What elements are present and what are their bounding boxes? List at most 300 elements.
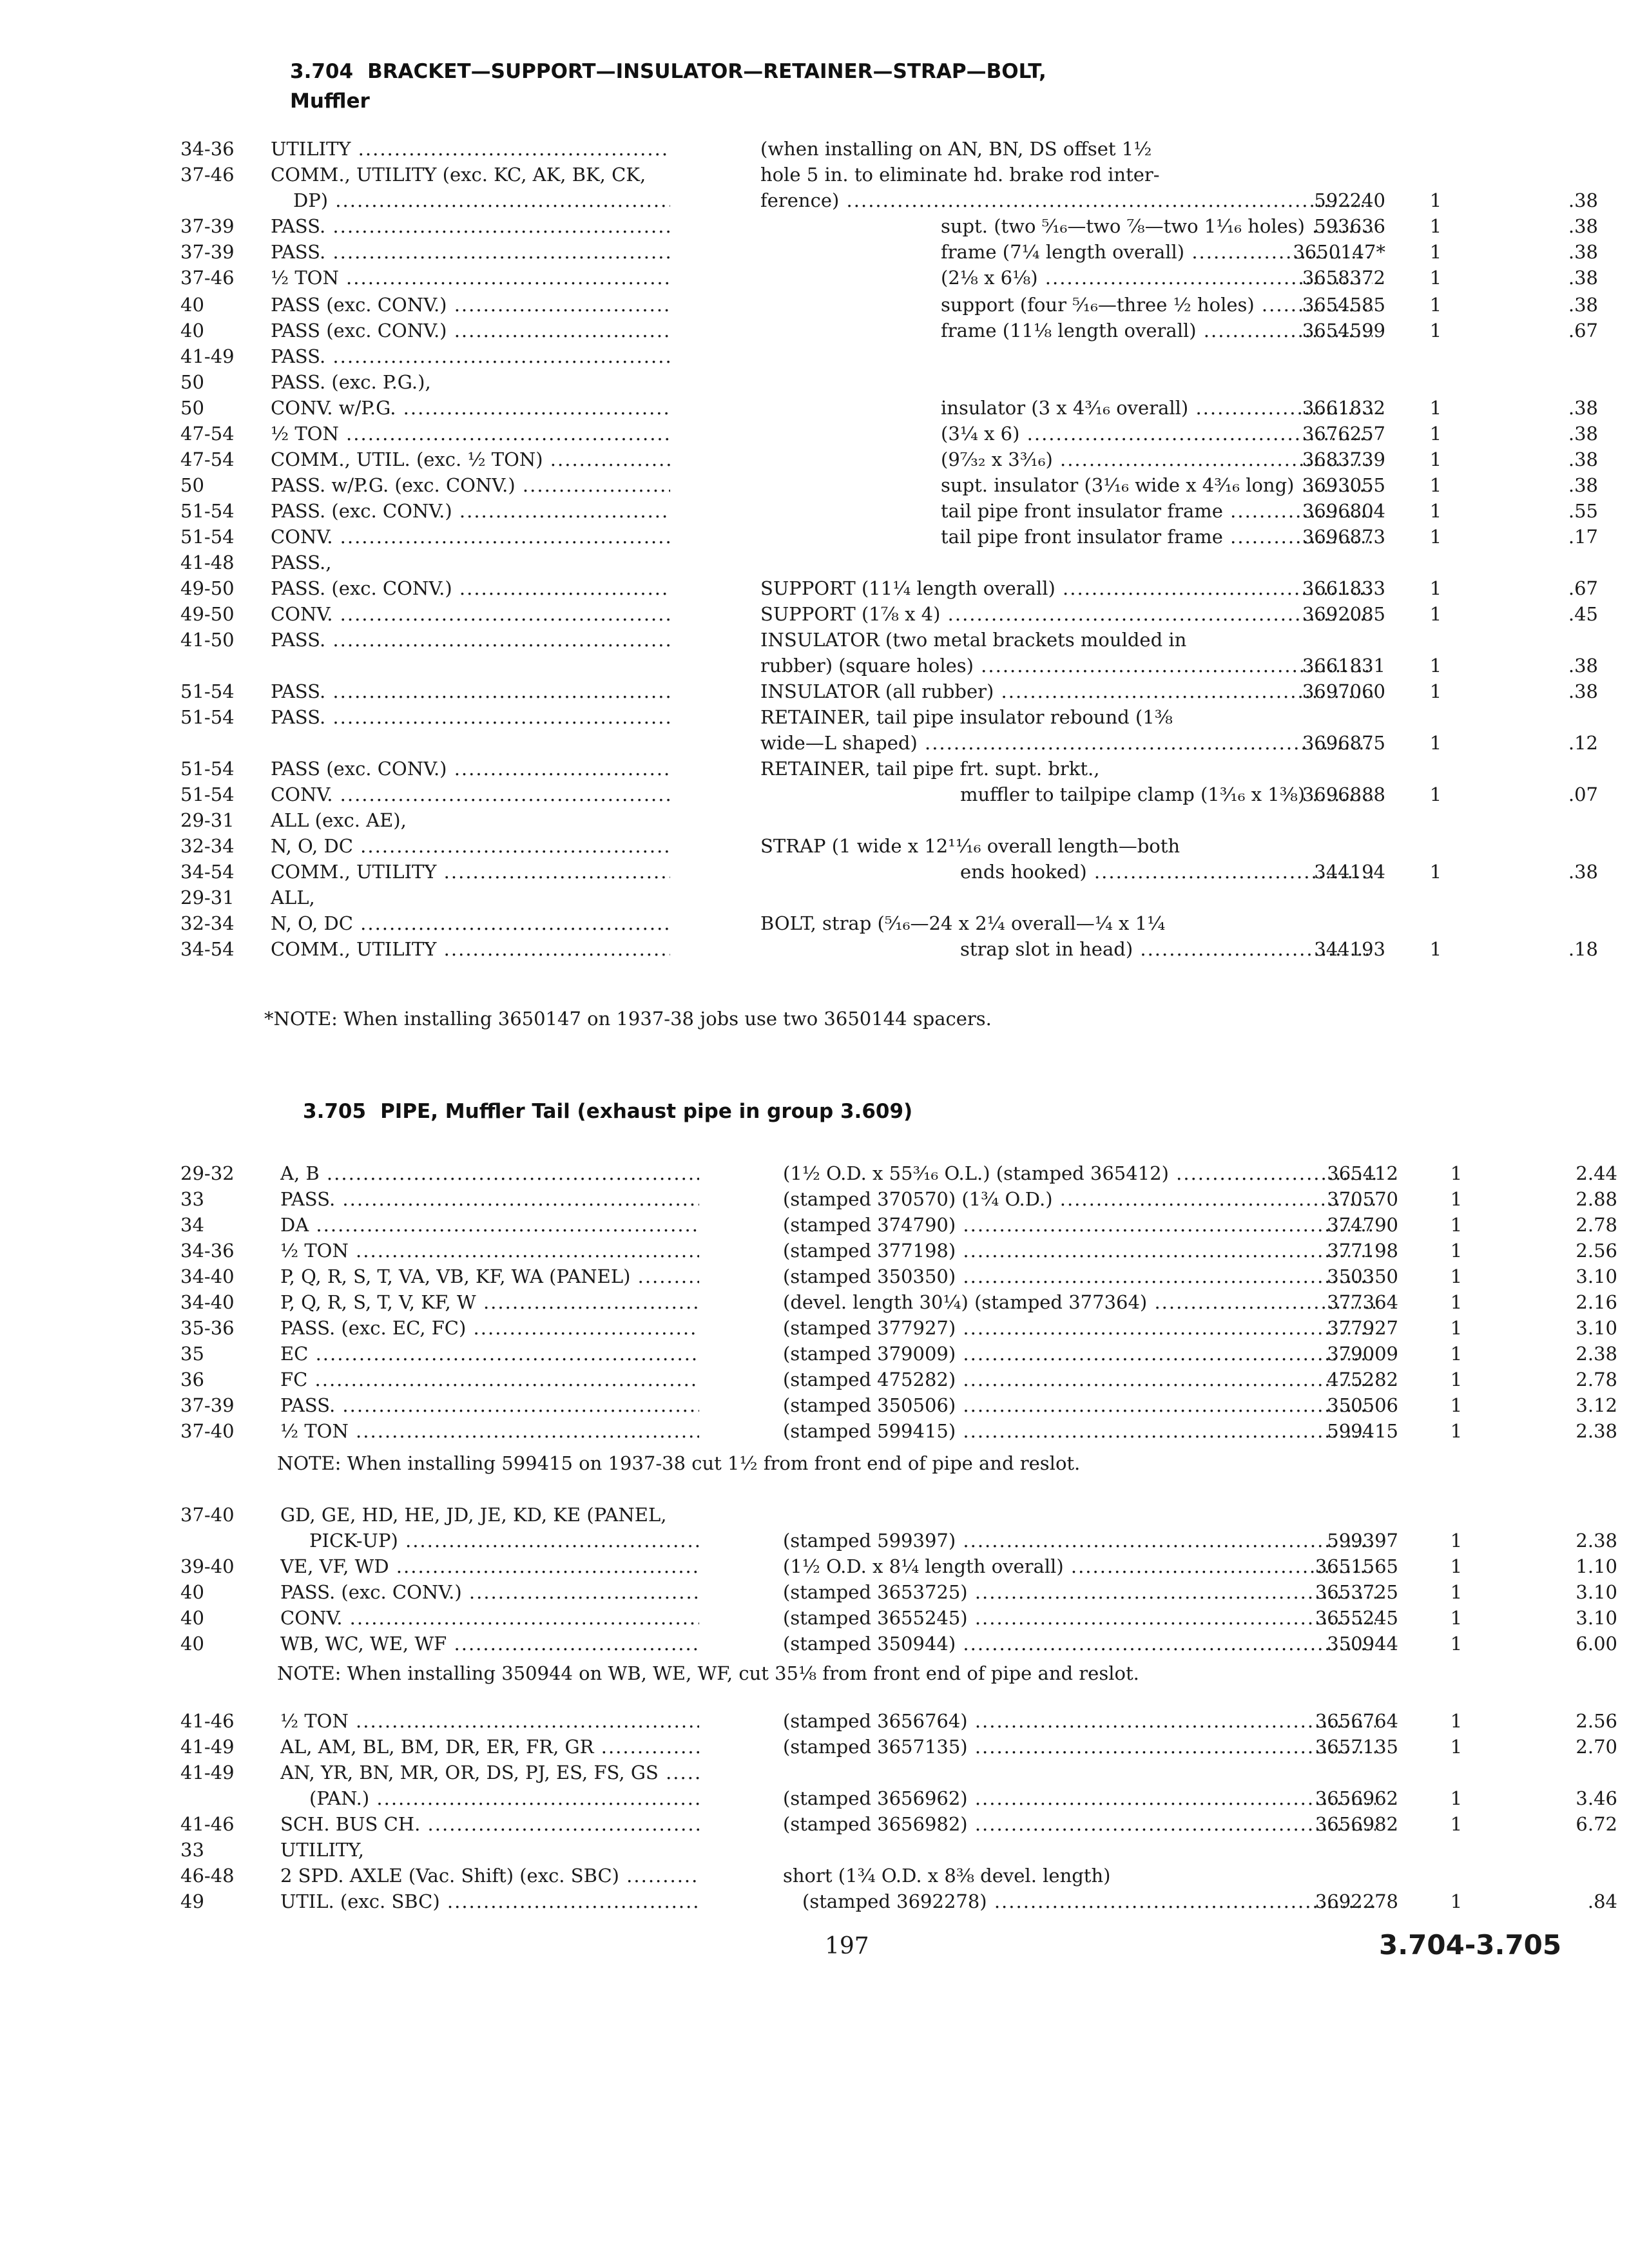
part-number: 3696888 (1302, 783, 1385, 805)
price: 2.78 (1576, 1214, 1617, 1236)
description-cell: RETAINER, tail pipe frt. supt. brkt., (760, 758, 1100, 780)
table-row (180, 1888, 1617, 1915)
description-cell: strap slot in head) ..... (960, 936, 1373, 963)
part-number: 3692085 (1302, 603, 1385, 625)
price: .18 (1568, 938, 1598, 960)
model-cell: ½ TON ..... (280, 1237, 699, 1264)
description-cell: rubber) (square holes) ..... (760, 652, 1373, 679)
quantity: 1 (1429, 938, 1442, 960)
model-cell: PASS. ..... (271, 678, 670, 705)
quantity: 1 (1429, 474, 1442, 496)
description-cell: (stamped 3655245) ..... (783, 1604, 1376, 1631)
table-row (180, 729, 1598, 756)
price: 3.46 (1576, 1787, 1617, 1809)
year-range: 47-54 (180, 423, 235, 445)
table-row (180, 575, 1598, 602)
description-cell: (stamped 379009) ..... (783, 1340, 1376, 1367)
section-3704-heading (290, 57, 1046, 116)
price: 3.10 (1576, 1317, 1617, 1339)
table-row (180, 161, 1598, 188)
price: 6.72 (1576, 1813, 1617, 1835)
quantity: 1 (1429, 732, 1442, 754)
description-cell: muffler to tailpipe clamp (1³⁄₁₆ x 1⅜) ..... (960, 781, 1373, 808)
part-number: 377927 (1327, 1317, 1398, 1339)
description-cell: tail pipe front insulator frame ..... (941, 523, 1373, 550)
year-range: 34 (180, 1214, 204, 1236)
part-number: 3656962 (1315, 1787, 1398, 1809)
part-number: 3657135 (1315, 1736, 1398, 1758)
year-range: 34-54 (180, 938, 235, 960)
table-row (180, 704, 1598, 731)
price: .12 (1568, 732, 1598, 754)
table-row (180, 1579, 1617, 1606)
price: .38 (1568, 423, 1598, 445)
price: .38 (1568, 861, 1598, 883)
description-cell: INSULATOR (all rubber) ..... (760, 678, 1373, 705)
model-cell: SCH. BUS CH. ..... (280, 1811, 699, 1838)
model-cell: UTILITY, (280, 1839, 364, 1861)
part-number: 3683739 (1302, 448, 1385, 470)
model-cell: AN, YR, BN, MR, OR, DS, PJ, ES, FS, GS ..... (280, 1759, 699, 1786)
part-number: 3656982 (1315, 1813, 1398, 1835)
model-cell: PASS (exc. CONV.) ..... (271, 755, 670, 782)
table-row (180, 238, 1598, 265)
year-range: 41-49 (180, 345, 235, 367)
price: .38 (1568, 189, 1598, 211)
description-cell: SUPPORT (11¼ length overall) ..... (760, 575, 1373, 602)
model-cell: CONV. ..... (271, 601, 670, 628)
section-reference: 3.704-3.705 (1379, 1929, 1562, 1961)
model-cell: CONV. ..... (271, 523, 670, 550)
price: 1.10 (1576, 1555, 1617, 1577)
price: 2.70 (1576, 1736, 1617, 1758)
table-row (180, 135, 1598, 162)
price: 2.38 (1576, 1420, 1617, 1442)
model-cell: ½ TON ..... (280, 1707, 699, 1735)
price: .45 (1568, 603, 1598, 625)
description-cell: (devel. length 30¼) (stamped 377364) ..... (783, 1289, 1376, 1316)
year-range: 35-36 (180, 1317, 235, 1339)
description-cell: (stamped 3692278) ..... (802, 1888, 1376, 1915)
part-number: 350506 (1327, 1394, 1398, 1416)
year-range: 50 (180, 397, 204, 419)
year-range: 51-54 (180, 706, 235, 728)
table-row (180, 1186, 1617, 1213)
year-range: 50 (180, 474, 204, 496)
price: 2.56 (1576, 1240, 1617, 1262)
part-number: 344193 (1314, 938, 1385, 960)
table-row (180, 497, 1598, 524)
price: 2.16 (1576, 1291, 1617, 1313)
part-number: 3696875 (1302, 732, 1385, 754)
year-range: 29-31 (180, 887, 235, 908)
description-cell: supt. (two ⁵⁄₁₆—two ⁷⁄₈—two 1¹⁄₁₆ holes) ..... (941, 213, 1373, 240)
model-cell: PASS (exc. CONV.) ..... (271, 291, 670, 318)
model-cell: DA ..... (280, 1211, 699, 1238)
quantity: 1 (1450, 1530, 1463, 1552)
quantity: 1 (1450, 1291, 1463, 1313)
table-row (180, 1811, 1617, 1838)
part-number: 379009 (1327, 1343, 1398, 1365)
description-cell: (9⁷⁄₃₂ x 3³⁄₁₆) ..... (941, 446, 1373, 473)
year-range: 33 (180, 1839, 204, 1861)
year-range: 36 (180, 1369, 204, 1390)
model-cell: CONV. ..... (280, 1604, 699, 1631)
table-row (180, 1211, 1617, 1238)
table-row (180, 523, 1598, 550)
model-cell: COMM., UTILITY (exc. KC, AK, BK, CK, (271, 164, 646, 186)
table-row (180, 1160, 1617, 1187)
quantity: 1 (1429, 397, 1442, 419)
description-cell: short (1¾ O.D. x 8⅜ devel. length) (783, 1865, 1111, 1887)
year-range: 34-40 (180, 1265, 235, 1287)
quantity: 1 (1429, 267, 1442, 289)
year-range: 37-40 (180, 1420, 235, 1442)
model-cell: ½ TON ..... (271, 420, 670, 447)
table-row (180, 369, 1598, 396)
year-range: 46-48 (180, 1865, 235, 1887)
model-cell: PASS. ..... (271, 626, 670, 653)
part-number: 3651565 (1315, 1555, 1398, 1577)
part-number: 374790 (1327, 1214, 1398, 1236)
part-number: 3697060 (1302, 680, 1385, 702)
model-cell: EC ..... (280, 1340, 699, 1367)
table-row (180, 317, 1598, 344)
quantity: 1 (1429, 861, 1442, 883)
table-row (180, 264, 1598, 291)
model-cell: VE, VF, WD ..... (280, 1553, 699, 1580)
table-row (180, 1630, 1617, 1657)
quantity: 1 (1450, 1214, 1463, 1236)
model-cell: PASS. (exc. EC, FC) ..... (280, 1314, 699, 1341)
price: 2.38 (1576, 1530, 1617, 1552)
table-row (180, 832, 1598, 860)
model-cell: DP) ..... (293, 187, 670, 214)
model-cell: PICK-UP) ..... (309, 1527, 699, 1554)
price: .38 (1568, 655, 1598, 677)
table-row (180, 1340, 1617, 1367)
description-cell: wide—L shaped) ..... (760, 729, 1373, 756)
quantity: 1 (1429, 603, 1442, 625)
part-number: 350350 (1327, 1265, 1398, 1287)
part-number: 593636 (1314, 215, 1385, 237)
model-cell: COMM., UTILITY ..... (271, 936, 670, 963)
year-range: 32-34 (180, 835, 235, 857)
description-cell: (1½ O.D. x 55³⁄₁₆ O.L.) (stamped 365412) ..... (783, 1160, 1376, 1187)
part-number: 3696804 (1302, 500, 1385, 522)
model-cell: PASS. ..... (271, 343, 670, 370)
price: 2.88 (1576, 1188, 1617, 1210)
section-3705-note-2: NOTE: When installing 350944 on WB, WE, WF, cut 35⅛ from front end of pipe and reslot. (277, 1662, 1139, 1684)
year-range: 32-34 (180, 912, 235, 934)
quantity: 1 (1450, 1343, 1463, 1365)
description-cell: (3¼ x 6) ..... (941, 420, 1373, 447)
table-row (180, 910, 1598, 937)
part-number: 3653725 (1315, 1581, 1398, 1603)
description-cell: (stamped 3657135) ..... (783, 1733, 1376, 1760)
quantity: 1 (1450, 1555, 1463, 1577)
description-cell: (stamped 350350) ..... (783, 1263, 1376, 1290)
year-range: 29-31 (180, 809, 235, 831)
year-range: 41-49 (180, 1736, 235, 1758)
description-cell: (stamped 350506) ..... (783, 1392, 1376, 1419)
section-subtitle: Muffler (290, 90, 370, 113)
model-cell: PASS. (exc. CONV.) ..... (280, 1579, 699, 1606)
part-number: 3654599 (1302, 320, 1385, 341)
model-cell: UTIL. (exc. SBC) ..... (280, 1888, 699, 1915)
quantity: 1 (1450, 1317, 1463, 1339)
price: 3.10 (1576, 1581, 1617, 1603)
year-range: 51-54 (180, 783, 235, 805)
description-cell: (stamped 374790) ..... (783, 1211, 1376, 1238)
model-cell: CONV. w/P.G. ..... (271, 394, 670, 421)
quantity: 1 (1450, 1890, 1463, 1912)
model-cell: PASS. ..... (280, 1186, 699, 1213)
description-cell: (stamped 370570) (1¾ O.D.) ..... (783, 1186, 1376, 1213)
model-cell: PASS (exc. CONV.) ..... (271, 317, 670, 344)
quantity: 1 (1429, 500, 1442, 522)
table-row (180, 1418, 1617, 1445)
year-range: 39-40 (180, 1555, 235, 1577)
model-cell: 2 SPD. AXLE (Vac. Shift) (exc. SBC) ..... (280, 1862, 699, 1889)
model-cell: PASS. ..... (271, 704, 670, 731)
year-range: 41-46 (180, 1813, 235, 1835)
year-range: 37-40 (180, 1504, 235, 1526)
part-number: 344194 (1314, 861, 1385, 883)
model-cell: COMM., UTILITY ..... (271, 858, 670, 885)
price: .84 (1587, 1890, 1617, 1912)
table-row (180, 394, 1598, 421)
model-cell: N, O, DC ..... (271, 910, 670, 937)
year-range: 37-46 (180, 164, 235, 186)
model-cell: GD, GE, HD, HE, JD, JE, KD, KE (PANEL, (280, 1504, 667, 1526)
description-cell: insulator (3 x 4³⁄₁₆ overall) ..... (941, 394, 1373, 421)
description-cell: INSULATOR (two metal brackets moulded in (760, 629, 1187, 651)
year-range: 47-54 (180, 448, 235, 470)
year-range: 50 (180, 371, 204, 393)
model-cell: (PAN.) ..... (309, 1785, 699, 1812)
price: 2.44 (1576, 1162, 1617, 1184)
price: 3.10 (1576, 1607, 1617, 1629)
table-row (180, 678, 1598, 705)
model-cell: PASS. (exc. P.G.), (271, 371, 431, 393)
price: .07 (1568, 783, 1598, 805)
year-range: 40 (180, 320, 204, 341)
year-range: 37-39 (180, 215, 235, 237)
model-cell: PASS. ..... (271, 238, 670, 265)
description-cell: (stamped 377927) ..... (783, 1314, 1376, 1341)
quantity: 1 (1429, 189, 1442, 211)
table-row (180, 652, 1598, 679)
table-row (180, 1501, 1598, 1528)
table-row (180, 1553, 1617, 1580)
description-cell: (stamped 599397) ..... (783, 1527, 1376, 1554)
model-cell: N, O, DC ..... (271, 832, 670, 860)
year-range: 37-46 (180, 267, 235, 289)
part-number: 599397 (1327, 1530, 1398, 1552)
year-range: 51-54 (180, 758, 235, 780)
model-cell: P, Q, R, S, T, V, KF, W ..... (280, 1289, 699, 1316)
table-row (180, 1527, 1617, 1554)
model-cell: FC ..... (280, 1366, 699, 1393)
part-number: 350944 (1327, 1633, 1398, 1655)
year-range: 34-40 (180, 1291, 235, 1313)
description-cell: support (four ⁵⁄₁₆—three ½ holes) ..... (941, 291, 1373, 318)
part-number: 3661832 (1302, 397, 1385, 419)
description-cell: STRAP (1 wide x 12¹¹⁄₁₆ overall length—both (760, 835, 1181, 857)
table-row (180, 187, 1598, 214)
year-range: 41-48 (180, 552, 235, 573)
model-cell: CONV. ..... (271, 781, 670, 808)
quantity: 1 (1450, 1813, 1463, 1835)
description-cell: supt. insulator (3¹⁄₁₆ wide x 4³⁄₁₆ long) ..... (941, 472, 1373, 499)
price: .38 (1568, 474, 1598, 496)
model-cell: ½ TON ..... (271, 264, 670, 291)
price: 6.00 (1576, 1633, 1617, 1655)
part-number: 3661831 (1302, 655, 1385, 677)
year-range: 37-39 (180, 1394, 235, 1416)
quantity: 1 (1429, 783, 1442, 805)
part-number: 3661833 (1302, 577, 1385, 599)
part-number: 3693055 (1302, 474, 1385, 496)
quantity: 1 (1429, 215, 1442, 237)
part-number: 3654585 (1302, 294, 1385, 316)
model-cell: WB, WC, WE, WF ..... (280, 1630, 699, 1657)
quantity: 1 (1450, 1607, 1463, 1629)
description-cell: frame (11⅛ length overall) ..... (941, 317, 1373, 344)
year-range: 37-39 (180, 241, 235, 263)
part-number: 377198 (1327, 1240, 1398, 1262)
year-range: 40 (180, 1633, 204, 1655)
part-number: 370570 (1327, 1188, 1398, 1210)
quantity: 1 (1429, 655, 1442, 677)
table-row (180, 1862, 1598, 1889)
description-cell: (stamped 377198) ..... (783, 1237, 1376, 1264)
description-cell: (stamped 3656764) ..... (783, 1707, 1376, 1735)
section-title: PIPE, Muffler Tail (exhaust pipe in group 3.609) (380, 1100, 913, 1123)
table-row (180, 1263, 1617, 1290)
model-cell: PASS., (271, 552, 332, 573)
section-3705-heading (303, 1097, 912, 1126)
quantity: 1 (1429, 680, 1442, 702)
quantity: 1 (1450, 1394, 1463, 1416)
table-row (180, 1314, 1617, 1341)
table-row (180, 936, 1598, 963)
table-row (180, 1604, 1617, 1631)
table-row (180, 781, 1598, 808)
table-row (180, 446, 1598, 473)
price: .38 (1568, 397, 1598, 419)
description-cell: (stamped 3656982) ..... (783, 1811, 1376, 1838)
model-cell: PASS. (exc. CONV.) ..... (271, 575, 670, 602)
part-number: 3650147* (1293, 241, 1385, 263)
year-range: 40 (180, 294, 204, 316)
quantity: 1 (1450, 1736, 1463, 1758)
quantity: 1 (1450, 1581, 1463, 1603)
price: .38 (1568, 267, 1598, 289)
table-row (180, 291, 1598, 318)
table-row (180, 472, 1598, 499)
year-range: 41-50 (180, 629, 235, 651)
description-cell: ference) ..... (760, 187, 1373, 214)
quantity: 1 (1450, 1162, 1463, 1184)
model-cell: PASS. w/P.G. (exc. CONV.) ..... (271, 472, 670, 499)
table-row (180, 1237, 1617, 1264)
part-number: 3655245 (1315, 1607, 1398, 1629)
model-cell: UTILITY ..... (271, 135, 670, 162)
price: .38 (1568, 215, 1598, 237)
year-range: 41-46 (180, 1710, 235, 1732)
year-range: 51-54 (180, 500, 235, 522)
year-range: 29-32 (180, 1162, 235, 1184)
section-3705-note-1: NOTE: When installing 599415 on 1937-38 cut 1½ from front end of pipe and reslot. (277, 1452, 1081, 1474)
quantity: 1 (1450, 1710, 1463, 1732)
description-cell: (stamped 3656962) ..... (783, 1785, 1376, 1812)
description-cell: (stamped 350944) ..... (783, 1630, 1376, 1657)
table-row (180, 884, 1598, 911)
model-cell: PASS. ..... (271, 213, 670, 240)
part-number: 377364 (1327, 1291, 1398, 1313)
year-range: 33 (180, 1188, 204, 1210)
part-number: 3676257 (1302, 423, 1385, 445)
model-cell: PASS. ..... (280, 1392, 699, 1419)
description-cell: ends hooked) ..... (960, 858, 1373, 885)
table-row (180, 420, 1598, 447)
table-row (180, 601, 1598, 628)
quantity: 1 (1429, 423, 1442, 445)
table-row (180, 1392, 1617, 1419)
section-3704-note: *NOTE: When installing 3650147 on 1937-38 jobs use two 3650144 spacers. (264, 1008, 992, 1030)
quantity: 1 (1429, 448, 1442, 470)
part-number: 3696873 (1302, 526, 1385, 548)
table-row (180, 1785, 1617, 1812)
year-range: 49-50 (180, 603, 235, 625)
year-range: 34-36 (180, 138, 235, 160)
quantity: 1 (1429, 294, 1442, 316)
year-range: 49 (180, 1890, 204, 1912)
quantity: 1 (1450, 1633, 1463, 1655)
description-cell: (when installing on AN, BN, DS offset 1½ (760, 138, 1152, 160)
price: .38 (1568, 680, 1598, 702)
table-row (180, 626, 1598, 653)
description-cell: SUPPORT (1⅞ x 4) ..... (760, 601, 1373, 628)
price: .55 (1568, 500, 1598, 522)
price: 2.56 (1576, 1710, 1617, 1732)
quantity: 1 (1450, 1240, 1463, 1262)
table-row (180, 1836, 1598, 1863)
price: .38 (1568, 448, 1598, 470)
table-row (180, 1759, 1598, 1786)
quantity: 1 (1450, 1369, 1463, 1390)
part-number: 592240 (1314, 189, 1385, 211)
part-number: 475282 (1327, 1369, 1398, 1390)
year-range: 35 (180, 1343, 204, 1365)
table-row (180, 1733, 1617, 1760)
price: .38 (1568, 294, 1598, 316)
quantity: 1 (1429, 526, 1442, 548)
description-cell: (stamped 599415) ..... (783, 1418, 1376, 1445)
section-title: BRACKET—SUPPORT—INSULATOR—RETAINER—STRAP—BOLT, (367, 60, 1046, 83)
price: .67 (1568, 320, 1598, 341)
section-number: 3.704 (290, 60, 354, 83)
model-cell: ALL, (271, 887, 315, 908)
year-range: 40 (180, 1581, 204, 1603)
model-cell: A, B ..... (280, 1160, 699, 1187)
description-cell: RETAINER, tail pipe insulator rebound (1⅜ (760, 706, 1173, 728)
price: .67 (1568, 577, 1598, 599)
price: 2.38 (1576, 1343, 1617, 1365)
quantity: 1 (1450, 1420, 1463, 1442)
